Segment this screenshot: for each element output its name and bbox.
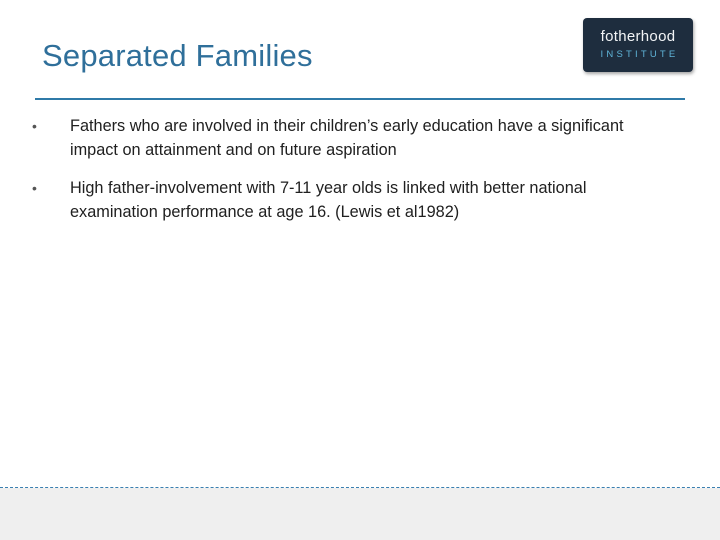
slide-title: Separated Families (42, 38, 313, 73)
bullet-marker: • (32, 180, 37, 196)
bullet-text: High father-involvement with 7-11 year olds is linked with better national examination performance at age 16. (Lewis et al1982) (70, 179, 587, 221)
bullet-item (32, 176, 672, 224)
bullet-text: Fathers who are involved in their children’s early education have a significant impact on attainment and on future aspiration (70, 117, 624, 159)
bullet-list (32, 114, 672, 238)
logo-wordmark: fotherhood (600, 28, 676, 45)
bullet-marker: • (32, 118, 37, 134)
footer-band (0, 488, 720, 540)
logo-subtitle: INSTITUTE (600, 49, 679, 60)
bullet-item (32, 114, 672, 162)
fatherhood-institute-logo (583, 18, 693, 72)
title-divider (35, 98, 685, 100)
